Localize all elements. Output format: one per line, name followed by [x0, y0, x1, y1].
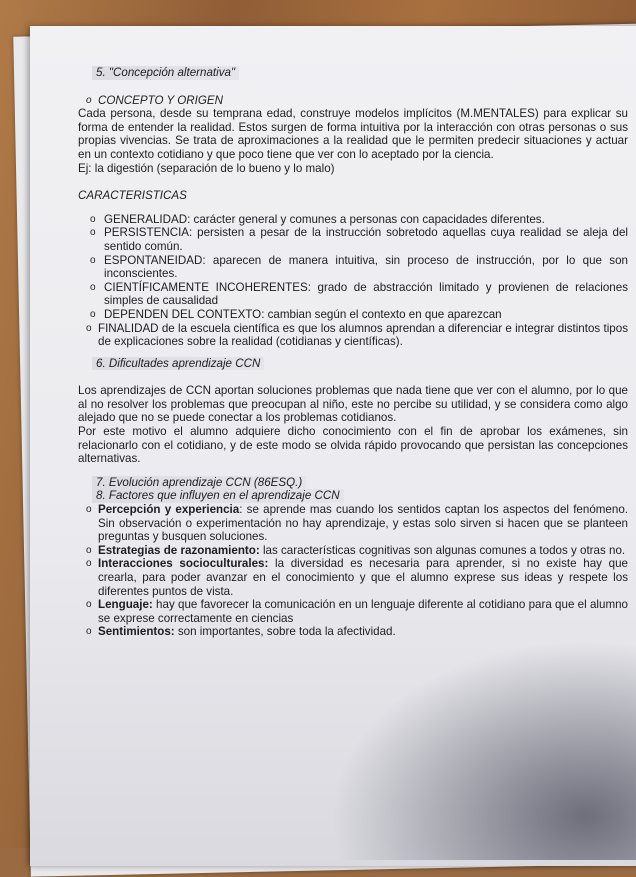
bullet-icon: o [90, 281, 96, 293]
bullet-icon: o [86, 94, 92, 106]
section-5-heading: 5. "Concepción alternativa" [92, 66, 628, 80]
section-6-paragraph-2: Por este motivo el alumno adquiere dicho conocimiento con el fin de aprobar los exámenes, sin relacionarlo con el cotidiano, y de este modo se olvida rápido provocando que persistan las concepciones alternativas. [78, 425, 628, 466]
bullet-icon: o [90, 227, 96, 239]
section-6-paragraph-1: Los aprendizajes de CCN aportan soluciones problemas que nada tiene que ver con el alumno, por lo que al no resolver los problemas que preocupan al niño, este no percibe su utilidad, y se considera como algo alejado que no se puede conectar a los problemas cotidianos. [78, 384, 628, 425]
factor-item: o Percepción y experiencia: se aprende mas cuando los sentidos captan los aspectos del fenómeno. Sin observación o experimentación no hay aprendizaje, y estas solo sirven si hacen que se planteen preguntas y busquen soluciones. [86, 503, 628, 544]
caracteristica-item: o ESPONTANEIDAD: aparecen de manera intuitiva, sin proceso de instrucción, por lo que son inconscientes. [90, 253, 628, 281]
factor-item: o Sentimientos: son importantes, sobre toda la afectividad. [86, 625, 396, 639]
bullet-icon: o [90, 213, 96, 225]
bullet-icon: o [86, 626, 92, 638]
shadow [330, 640, 636, 860]
bullet-icon: o [90, 254, 96, 266]
bullet-icon: o [86, 544, 92, 556]
caracteristicas-heading: CARACTERISTICAS [78, 189, 187, 203]
finalidad-item: o FINALIDAD de la escuela científica es que los alumnos aprendan a diferenciar e integrar distintos tipos de explicaciones sobre la realidad (cotidianas y científicas). [86, 321, 628, 349]
caracteristica-item: o DEPENDEN DEL CONTEXTO: cambian según el contexto en que aparezcan [90, 307, 502, 321]
concepto-heading: o CONCEPTO Y ORIGEN [86, 93, 223, 107]
section-6-heading: 6. Dificultades aprendizaje CCN [92, 357, 628, 371]
caracteristica-item: o CIENTÍFICAMENTE INCOHERENTES: grado de abstracción limitado y provienen de relaciones simples de causalidad [90, 280, 628, 308]
factor-item: o Interacciones socioculturales: la diversidad es necesaria para aprender, si no existe hay que crearla, para poder avanzar en el conocimiento y que el alumno exprese sus ideas y respete los diferentes puntos de vista. [86, 557, 628, 598]
bullet-icon: o [86, 558, 92, 570]
factor-item: o Lenguaje: hay que favorecer la comunicación en un lenguaje diferente al cotidiano para que el alumno se exprese correctamente en ciencias [86, 598, 628, 625]
document-body [78, 66, 628, 639]
bullet-icon: o [86, 599, 92, 611]
section-7-heading: 7. Evolución aprendizaje CCN (86ESQ.) [92, 476, 628, 490]
bullet-icon: o [90, 308, 96, 320]
caracteristica-item: o GENERALIDAD: carácter general y comunes a personas con capacidades diferentes. [90, 212, 545, 226]
factor-item: o Estrategias de razonamiento: las características cognitivas son algunas comunes a todos y otras no. [86, 543, 626, 557]
section-8-heading: 8. Factores que influyen en el aprendizaje CCN [92, 489, 628, 503]
concepto-paragraph: Cada persona, desde su temprana edad, construye modelos implícitos (M.MENTALES) para explicar su forma de entender la realidad. Estos surgen de forma intuitiva por la interacción con otras personas o sus propias vivencias. Se trata de aproximaciones a la realidad que le permiten predecir situaciones y actuar en un contexto cotidiano y que poco tiene que ver con lo aceptado por la ciencia. [78, 107, 628, 161]
caracteristica-item: o PERSISTENCIA: persisten a pesar de la instrucción sobretodo aquellas cuya realidad se aleja del sentido común. [90, 226, 628, 253]
concepto-example: Ej: la digestión (separación de lo bueno y lo malo) [78, 161, 335, 175]
bullet-icon: o [86, 322, 92, 334]
bullet-icon: o [86, 504, 92, 516]
